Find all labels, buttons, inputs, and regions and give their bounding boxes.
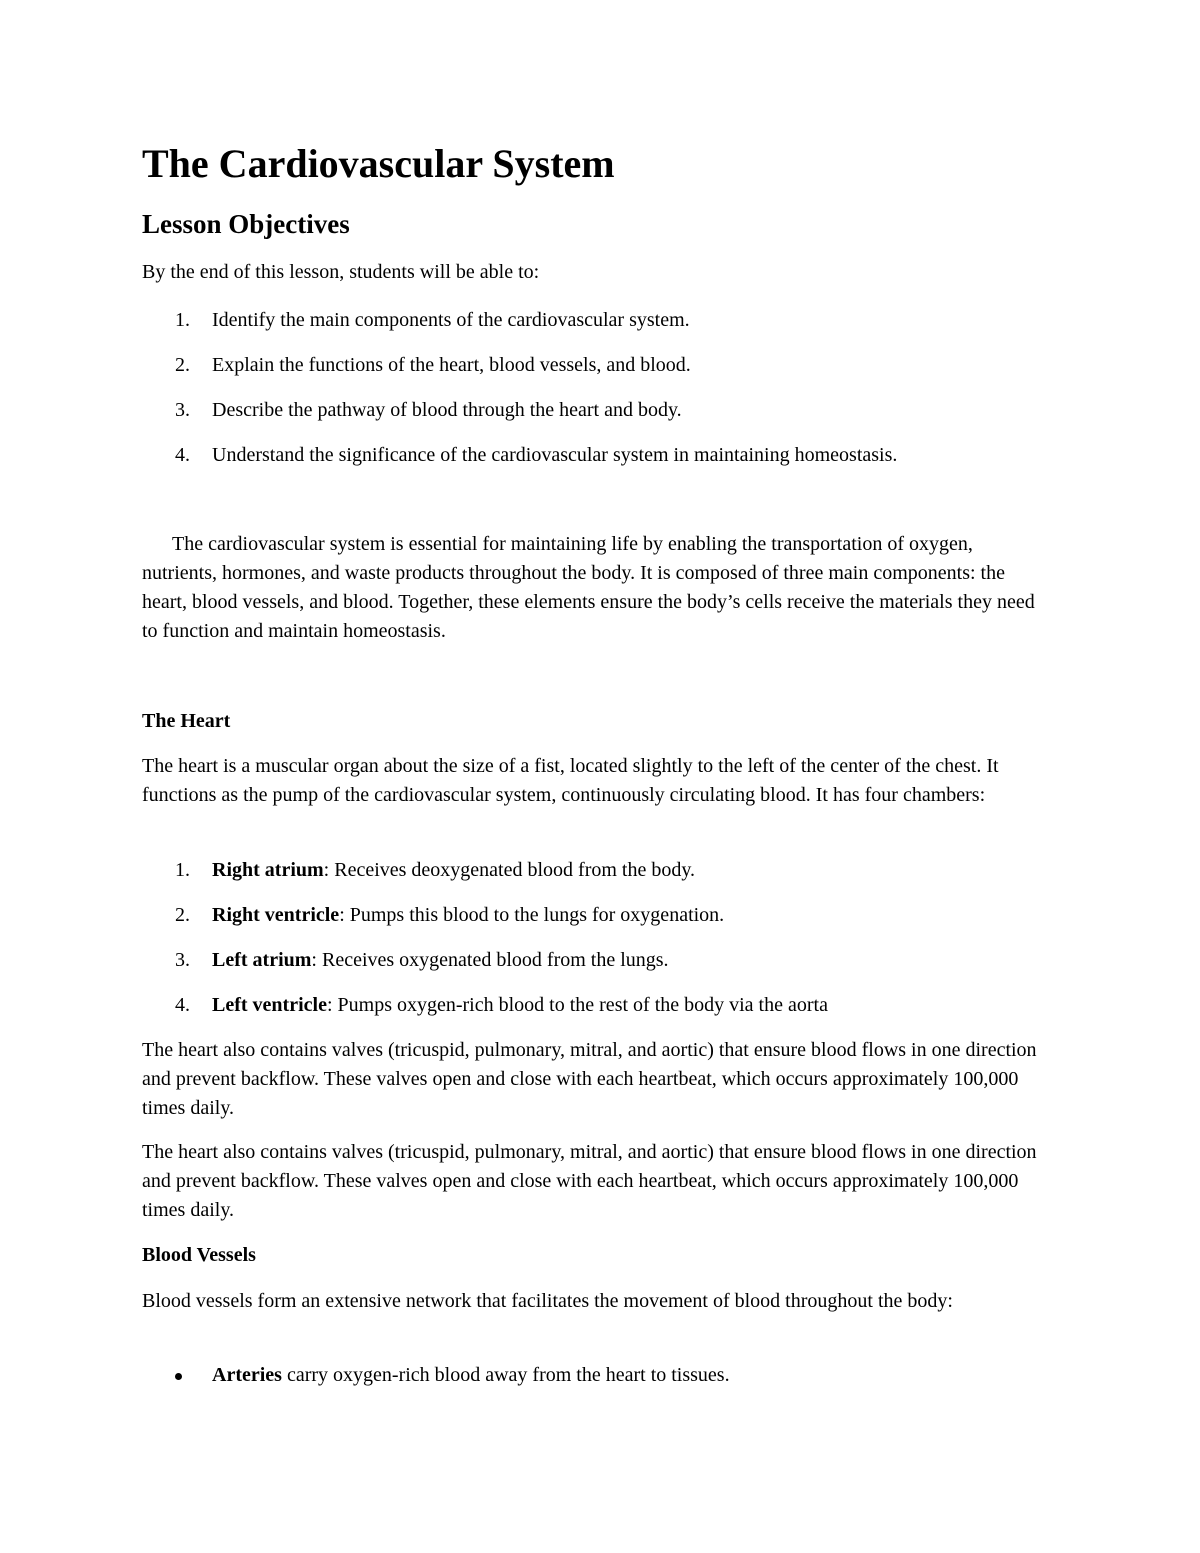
list-item-text: Identify the main components of the cardiovascular system.: [212, 309, 690, 331]
chambers-list: [142, 856, 1047, 1036]
list-number: 2.: [175, 354, 190, 376]
list-number: 4.: [175, 994, 190, 1016]
term: Arteries: [212, 1364, 282, 1386]
valves-paragraph: The heart also contains valves (tricuspid, pulmonary, mitral, and aortic) that ensure blood flows in one direction and prevent backflow. These valves open and close with each heartbeat, which occurs approximately 100,000 times daily.: [142, 1039, 1037, 1119]
list-item-text: [212, 1361, 730, 1389]
list-item-text: [212, 901, 724, 929]
list-item: [142, 396, 1047, 441]
objectives-intro: By the end of this lesson, students will be able to:: [142, 261, 540, 283]
term: Right atrium: [212, 859, 324, 881]
list-item-text: Understand the significance of the cardiovascular system in maintaining homeostasis.: [212, 444, 898, 466]
objectives-list: [142, 306, 1047, 486]
intro-paragraph: The cardiovascular system is essential for maintaining life by enabling the transportation of oxygen, nutrients, hormones, and waste products throughout the body. It is composed of three main components: the heart, blood vessels, and blood. Together, these elements ensure the body’s cells receive the materials they need to function and maintain homeostasis.: [142, 533, 1035, 642]
term-description: : Receives deoxygenated blood from the body.: [323, 859, 696, 881]
list-item: [142, 856, 1047, 901]
vessels-heading: Blood Vessels: [142, 1244, 256, 1266]
list-item: [142, 991, 1047, 1036]
list-item: [142, 946, 1047, 991]
bullet-icon: [175, 1373, 182, 1380]
term-description: : Pumps this blood to the lungs for oxygenation.: [339, 904, 725, 926]
list-item-text: [212, 991, 828, 1019]
list-item-text: [212, 946, 669, 974]
list-number: 3.: [175, 949, 190, 971]
heart-heading: The Heart: [142, 710, 231, 732]
valves-paragraph: The heart also contains valves (tricuspid, pulmonary, mitral, and aortic) that ensure blood flows in one direction and prevent backflow. These valves open and close with each heartbeat, which occurs approximately 100,000 times daily.: [142, 1141, 1037, 1221]
list-item-text: Describe the pathway of blood through the heart and body.: [212, 399, 682, 421]
list-item: [142, 306, 1047, 351]
term-description: : Pumps oxygen-rich blood to the rest of the body via the aorta: [326, 994, 828, 1016]
list-number: 1.: [175, 859, 190, 881]
term: Left ventricle: [212, 994, 327, 1016]
list-item-text: [212, 856, 695, 884]
list-number: 3.: [175, 399, 190, 421]
heart-paragraph: The heart is a muscular organ about the size of a fist, located slightly to the left of the center of the chest. It functions as the pump of the cardiovascular system, continuously circulating blood. It has four chambers:: [142, 755, 999, 806]
term-description: : Receives oxygenated blood from the lungs.: [311, 949, 669, 971]
objectives-heading: Lesson Objectives: [142, 209, 350, 239]
list-number: 1.: [175, 309, 190, 331]
list-item: [142, 901, 1047, 946]
document-page: [142, 0, 1052, 1553]
list-number: 4.: [175, 444, 190, 466]
vessels-paragraph: Blood vessels form an extensive network that facilitates the movement of blood throughout the body:: [142, 1290, 953, 1312]
list-number: 2.: [175, 904, 190, 926]
list-item: [142, 351, 1047, 396]
term: Right ventricle: [212, 904, 340, 926]
term-description: carry oxygen-rich blood away from the heart to tissues.: [281, 1364, 730, 1386]
term: Left atrium: [212, 949, 312, 971]
list-item-text: Explain the functions of the heart, blood vessels, and blood.: [212, 354, 691, 376]
document-title: The Cardiovascular System: [142, 141, 615, 186]
list-item: [142, 441, 1047, 486]
list-item: [142, 1361, 1047, 1406]
vessels-list: [142, 1361, 1047, 1406]
